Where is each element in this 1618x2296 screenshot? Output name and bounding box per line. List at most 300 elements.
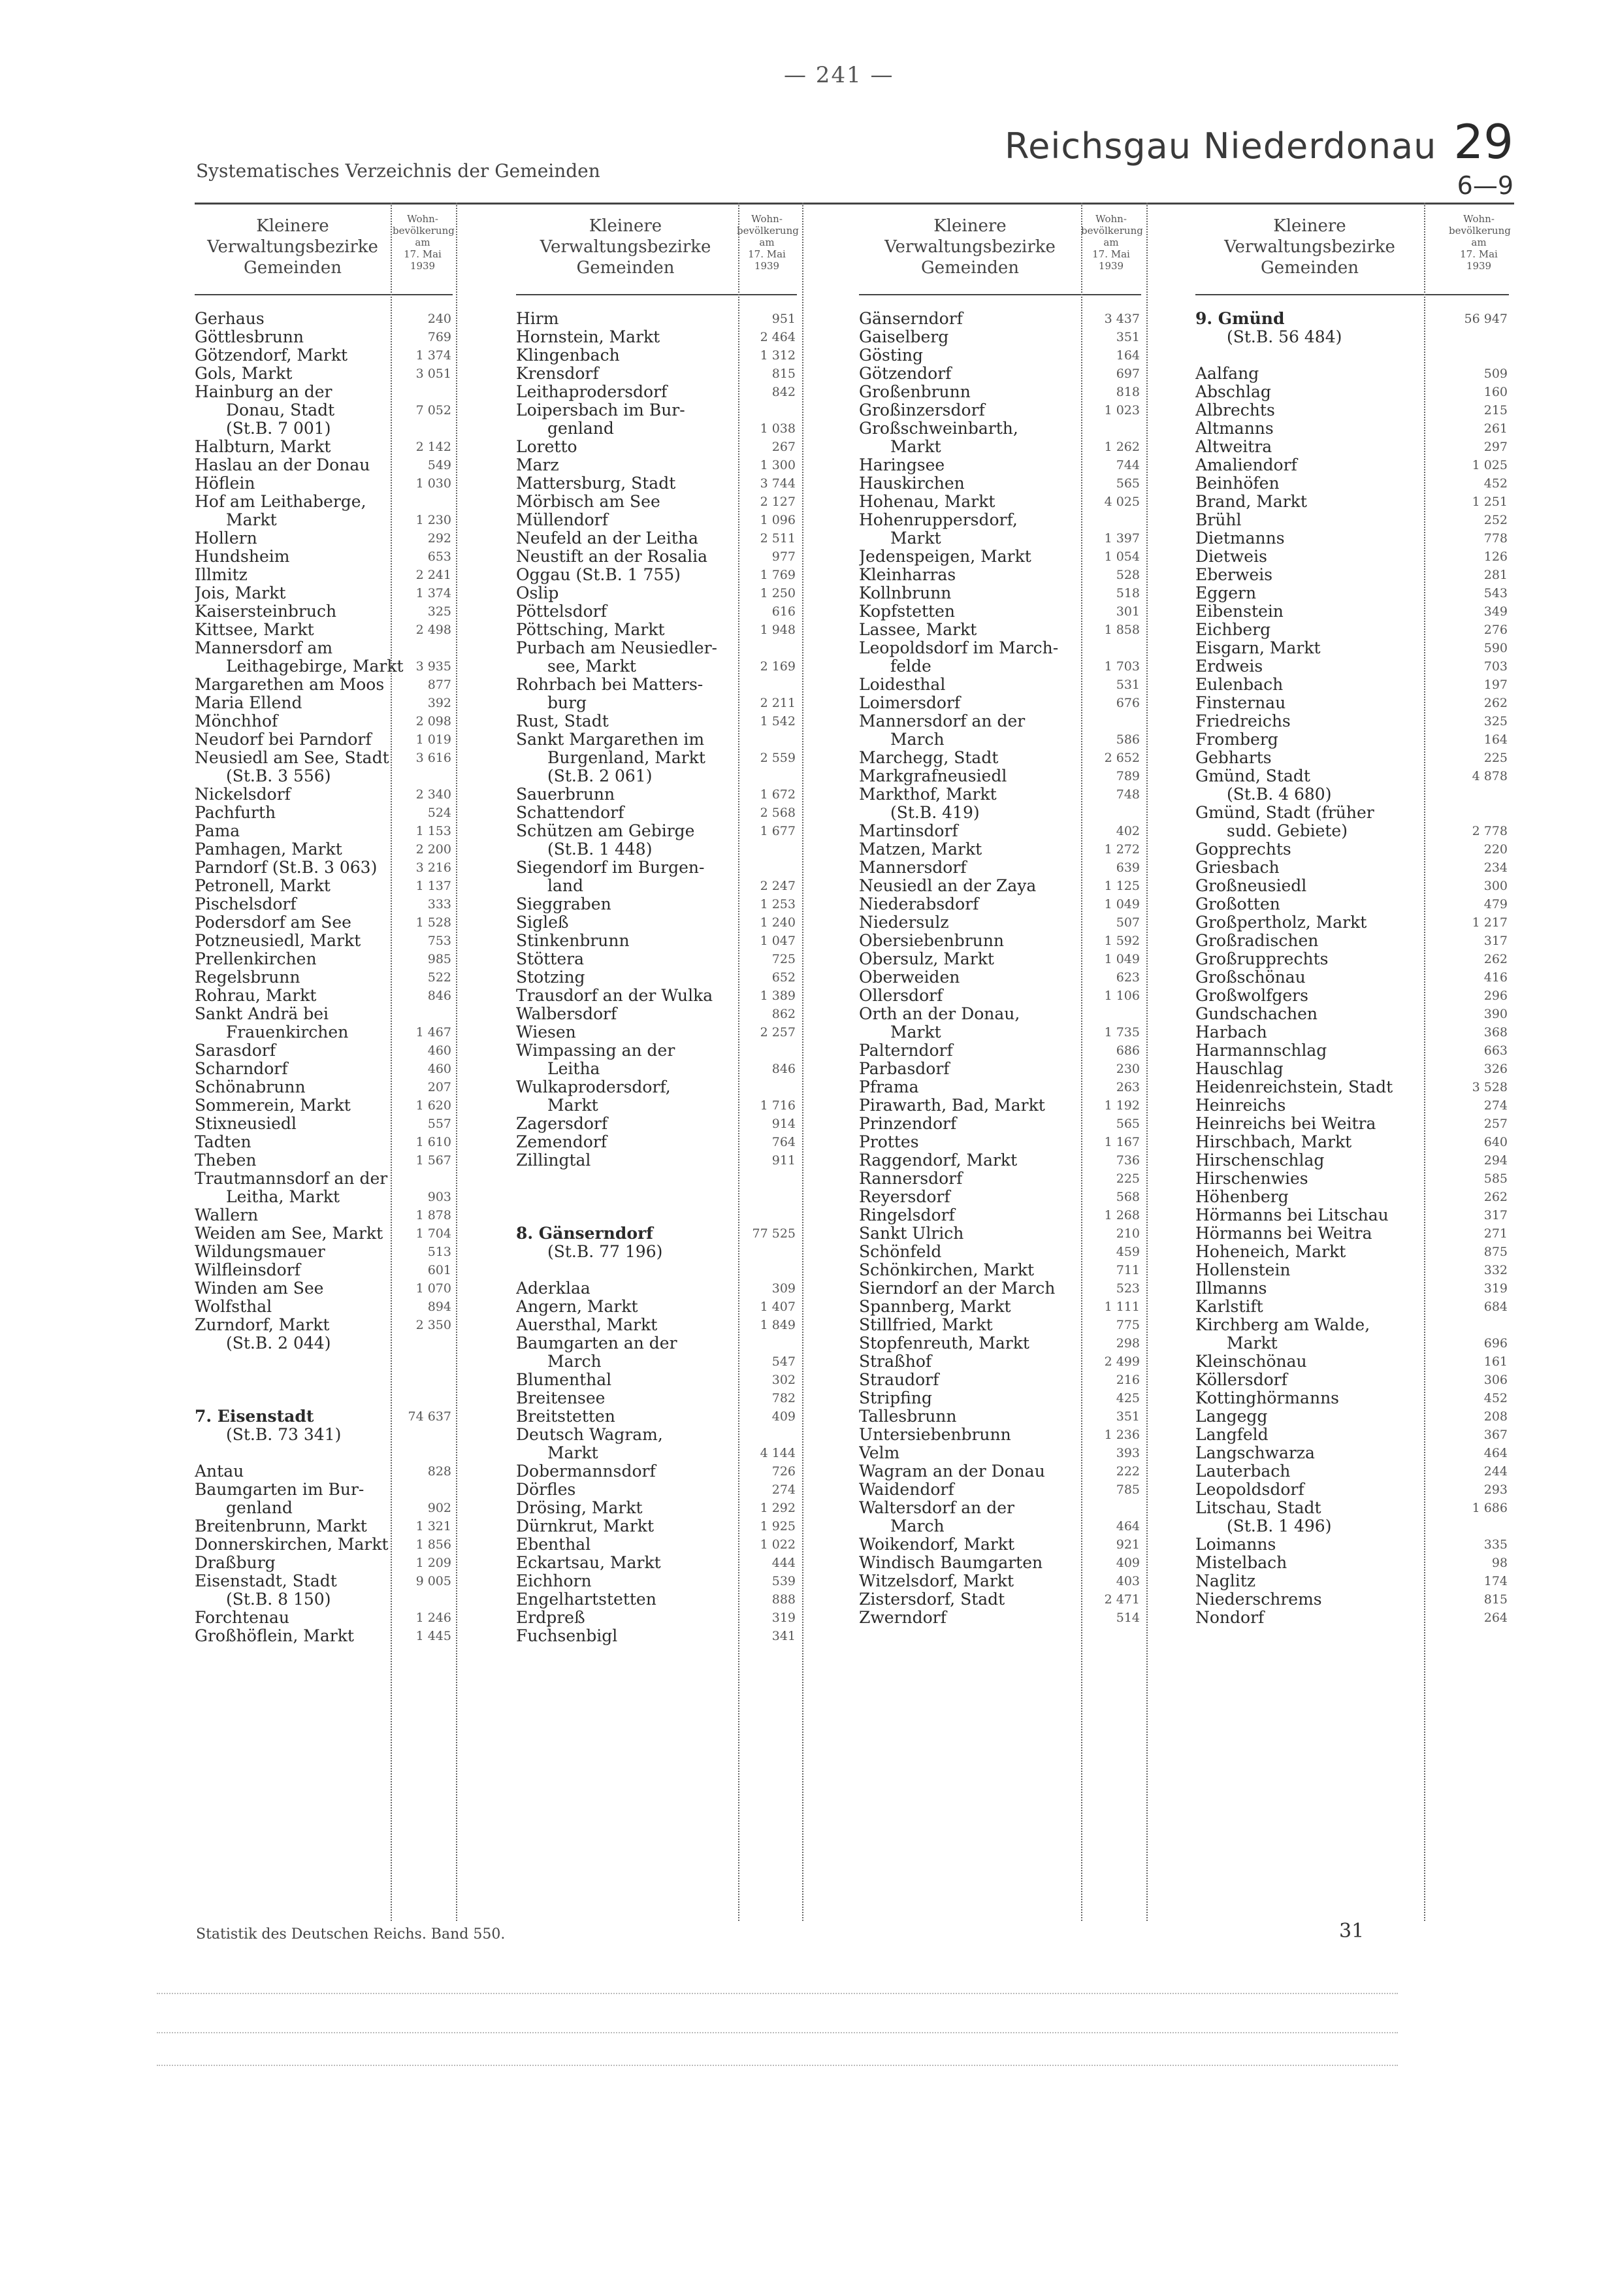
municipality-name: Dietweis <box>1195 548 1267 566</box>
table-row <box>859 1590 1141 1609</box>
table-column-1 <box>195 203 453 1927</box>
table-row <box>859 1206 1141 1224</box>
table-row <box>195 1462 453 1481</box>
population-value: 914 <box>771 1117 796 1131</box>
municipality-name: Mörbisch am See <box>516 493 660 511</box>
municipality-name: Naglitz <box>1195 1572 1255 1590</box>
table-row <box>516 1298 797 1316</box>
table-row <box>195 566 453 584</box>
table-row <box>516 749 797 767</box>
municipality-name: Spannberg, Markt <box>859 1298 1011 1316</box>
table-row <box>1195 932 1509 950</box>
table-row <box>1195 401 1509 419</box>
municipality-name: Gols, Markt <box>195 365 293 383</box>
table-row <box>1195 1389 1509 1407</box>
population-value: 460 <box>427 1043 451 1058</box>
population-value: 513 <box>427 1245 451 1259</box>
table-row <box>516 602 797 621</box>
municipality-name: Großradischen <box>1195 932 1319 950</box>
table-row <box>1195 840 1509 859</box>
table-row <box>1195 749 1509 767</box>
population-value: 252 <box>1483 513 1508 527</box>
table-row <box>195 401 453 419</box>
municipality-name: Donnerskirchen, Markt <box>195 1535 389 1554</box>
table-row <box>1195 346 1509 365</box>
municipality-name: Heidenreichstein, Stadt <box>1195 1078 1393 1096</box>
population-value: 464 <box>1116 1519 1140 1533</box>
municipality-name: Mannersdorf an der <box>859 712 1026 730</box>
municipality-name: Hirschbach, Markt <box>1195 1133 1352 1151</box>
population-value: 639 <box>1116 861 1140 875</box>
municipality-name: Stillfried, Markt <box>859 1316 993 1334</box>
municipality-name: Draßburg <box>195 1554 276 1572</box>
municipality-name: Stotzing <box>516 968 585 987</box>
population-value: 452 <box>1483 476 1508 491</box>
municipality-name: Podersdorf am See <box>195 913 351 932</box>
column-header <box>516 203 797 295</box>
table-row <box>195 639 453 657</box>
scan-noise <box>157 2032 1398 2033</box>
table-row <box>195 1279 453 1298</box>
municipality-name: Ollersdorf <box>859 987 943 1005</box>
population-value: 2 471 <box>1104 1592 1140 1607</box>
population-value: 815 <box>1483 1592 1508 1607</box>
municipality-name: Kittsee, Markt <box>195 621 314 639</box>
table-row <box>859 346 1141 365</box>
population-value: 234 <box>1483 861 1508 875</box>
municipality-name: Auersthal, Markt <box>516 1316 658 1334</box>
municipality-name: Winden am See <box>195 1279 324 1298</box>
table-row <box>859 328 1141 346</box>
municipality-name: (St.B. 2 061) <box>547 767 653 785</box>
table-row <box>195 1133 453 1151</box>
municipality-name: Klingenbach <box>516 346 620 365</box>
population-value: 1 686 <box>1472 1501 1508 1515</box>
municipality-name: Langfeld <box>1195 1426 1269 1444</box>
municipality-name: Hundsheim <box>195 548 290 566</box>
table-row <box>195 1535 453 1554</box>
table-row <box>859 511 1141 529</box>
table-row <box>195 419 453 438</box>
municipality-name: Karlstift <box>1195 1298 1263 1316</box>
scan-noise <box>157 1993 1398 1994</box>
municipality-name: Stöttera <box>516 950 584 968</box>
table-row <box>516 767 797 785</box>
municipality-name: Baumgarten an der <box>516 1334 677 1353</box>
table-row <box>859 639 1141 657</box>
table-row <box>195 804 453 822</box>
population-value: 565 <box>1116 476 1140 491</box>
table-row <box>195 1590 453 1609</box>
population-value: 1 096 <box>760 513 796 527</box>
municipality-name: Gopprechts <box>1195 840 1291 859</box>
table-row <box>195 657 453 676</box>
table-row <box>195 1115 453 1133</box>
population-value: 888 <box>771 1592 796 1607</box>
table-row <box>859 932 1141 950</box>
table-row <box>859 401 1141 419</box>
municipality-name: Haringsee <box>859 456 945 474</box>
municipality-name: Pirawarth, Bad, Markt <box>859 1096 1045 1115</box>
municipality-name: Parbasdorf <box>859 1060 950 1078</box>
municipality-name: Gebharts <box>1195 749 1272 767</box>
population-value: 409 <box>1116 1556 1140 1570</box>
population-value: 2 559 <box>760 751 796 765</box>
population-value: 1 374 <box>415 348 451 363</box>
municipality-name: Sarasdorf <box>195 1041 276 1060</box>
table-row <box>516 804 797 822</box>
population-value: 1 019 <box>415 732 451 747</box>
population-value: 1 620 <box>415 1098 451 1113</box>
municipality-name: Gmünd, Stadt (früher <box>1195 804 1374 822</box>
table-row <box>195 438 453 456</box>
municipality-name: Zemendorf <box>516 1133 607 1151</box>
municipality-name: Beinhöfen <box>1195 474 1280 493</box>
municipality-name: Pframa <box>859 1078 919 1096</box>
municipality-name: Neusiedl an der Zaya <box>859 877 1037 895</box>
table-row <box>195 1481 453 1499</box>
municipality-name: Petronell, Markt <box>195 877 331 895</box>
table-row <box>516 1078 797 1096</box>
footer-source: Statistik des Deutschen Reichs. Band 550. <box>196 1926 506 1943</box>
table-row <box>859 1371 1141 1389</box>
municipality-name: Frauenkirchen <box>226 1023 349 1041</box>
municipality-name: Sankt Ulrich <box>859 1224 964 1243</box>
municipality-name: Harmannschlag <box>1195 1041 1327 1060</box>
municipality-name: Wolfsthal <box>195 1298 272 1316</box>
municipality-name: Marchegg, Stadt <box>859 749 999 767</box>
municipality-name: Götzendorf, Markt <box>195 346 348 365</box>
municipality-name: Theben <box>195 1151 257 1170</box>
population-value: 782 <box>771 1391 796 1405</box>
table-row <box>195 730 453 749</box>
population-value: 4 144 <box>760 1446 796 1460</box>
municipality-name: Haslau an der Donau <box>195 456 370 474</box>
table-row <box>195 1298 453 1316</box>
population-value: 985 <box>427 952 451 966</box>
running-header-right <box>1005 114 1513 169</box>
table-row <box>195 1389 453 1407</box>
municipality-name: (St.B. 2 044) <box>226 1334 331 1353</box>
municipality-name: Höhenberg <box>1195 1188 1289 1206</box>
table-row <box>516 328 797 346</box>
population-value: 842 <box>771 385 796 399</box>
population-value: 1 445 <box>415 1629 451 1643</box>
table-row <box>516 456 797 474</box>
table-row <box>859 438 1141 456</box>
municipality-name: Schattendorf <box>516 804 624 822</box>
table-row <box>516 1023 797 1041</box>
population-value: 1 240 <box>760 915 796 930</box>
table-row <box>195 950 453 968</box>
municipality-name: Prottes <box>859 1133 919 1151</box>
municipality-name: Mönchhof <box>195 712 278 730</box>
table-row <box>516 1115 797 1133</box>
table-row <box>516 1590 797 1609</box>
population-value: 568 <box>1116 1190 1140 1204</box>
population-value: 1 030 <box>415 476 451 491</box>
population-value: 302 <box>771 1373 796 1387</box>
table-row <box>1195 694 1509 712</box>
municipality-name: Schönabrunn <box>195 1078 306 1096</box>
municipality-name: Niedersulz <box>859 913 949 932</box>
table-row <box>516 1188 797 1206</box>
municipality-name: (St.B. 1 496) <box>1227 1517 1332 1535</box>
population-value: 736 <box>1116 1153 1140 1168</box>
municipality-name: Walbersdorf <box>516 1005 617 1023</box>
table-row <box>1195 1133 1509 1151</box>
table-row <box>195 1206 453 1224</box>
table-row <box>195 840 453 859</box>
municipality-name: felde <box>890 657 931 676</box>
table-row <box>1195 1005 1509 1023</box>
municipality-name: Breitensee <box>516 1389 606 1407</box>
municipality-name: Litschau, Stadt <box>1195 1499 1321 1517</box>
table-row <box>516 1517 797 1535</box>
municipality-name: Dietmanns <box>1195 529 1285 548</box>
municipality-name: Nondorf <box>1195 1609 1265 1627</box>
table-row <box>195 1261 453 1279</box>
table-row <box>516 401 797 419</box>
table-row <box>1195 1115 1509 1133</box>
municipality-name: Trautmannsdorf an der <box>195 1170 388 1188</box>
municipality-name: Jois, Markt <box>195 584 286 602</box>
population-value: 1 209 <box>415 1556 451 1570</box>
region-number: 29 <box>1453 114 1513 169</box>
table-row <box>859 913 1141 932</box>
municipality-name: Sankt Andrä bei <box>195 1005 329 1023</box>
table-row <box>516 1334 797 1353</box>
population-value: 3 744 <box>760 476 796 491</box>
table-row <box>1195 639 1509 657</box>
table-row <box>1195 676 1509 694</box>
municipality-name: Breitstetten <box>516 1407 615 1426</box>
municipality-name: Witzelsdorf, Markt <box>859 1572 1014 1590</box>
municipality-name: Neusiedl am See, Stadt <box>195 749 389 767</box>
table-row <box>859 694 1141 712</box>
population-value: 557 <box>427 1117 451 1131</box>
municipality-name: Gösting <box>859 346 923 365</box>
population-value: 197 <box>1483 678 1508 692</box>
municipality-name: Heinreichs bei Weitra <box>1195 1115 1376 1133</box>
municipality-name: Tallesbrunn <box>859 1407 957 1426</box>
table-row <box>859 383 1141 401</box>
municipality-name: Krensdorf <box>516 365 599 383</box>
table-row <box>859 584 1141 602</box>
table-row <box>516 1572 797 1590</box>
table-row <box>516 1096 797 1115</box>
column-divider <box>1081 203 1082 1921</box>
municipality-name: Markt <box>547 1096 598 1115</box>
municipality-name: Loimersdorf <box>859 694 961 712</box>
municipality-name: Parndorf (St.B. 3 063) <box>195 859 378 877</box>
municipality-name: Markthof, Markt <box>859 785 997 804</box>
table-row <box>516 493 797 511</box>
population-value: 7 052 <box>415 403 451 418</box>
municipality-name: Großotten <box>1195 895 1280 913</box>
population-value: 230 <box>1116 1062 1140 1076</box>
population-value: 903 <box>427 1190 451 1204</box>
table-row <box>516 932 797 950</box>
municipality-name: Großenbrunn <box>859 383 971 401</box>
population-value: 1 735 <box>1104 1025 1140 1040</box>
population-value: 1 125 <box>1104 879 1140 893</box>
column-header-population: Wohn- bevölkerung am 17. Mai 1939 <box>393 213 455 272</box>
table-row <box>516 511 797 529</box>
population-value: 56 947 <box>1464 312 1508 326</box>
population-value: 1 217 <box>1472 915 1508 930</box>
table-row <box>195 1627 453 1645</box>
population-value: 2 098 <box>415 714 451 729</box>
municipality-name: Marz <box>516 456 559 474</box>
table-row <box>1195 1535 1509 1554</box>
population-value: 292 <box>427 531 451 546</box>
population-value: 296 <box>1483 989 1508 1003</box>
municipality-name: Großhöflein, Markt <box>195 1627 354 1645</box>
municipality-name: Fuchsenbigl <box>516 1627 618 1645</box>
municipality-name: (St.B. 419) <box>890 804 980 822</box>
population-value: 4 878 <box>1472 769 1508 783</box>
table-row <box>1195 1353 1509 1371</box>
municipality-name: Mistelbach <box>1195 1554 1287 1572</box>
table-row <box>859 1353 1141 1371</box>
table-row <box>859 621 1141 639</box>
table-row <box>195 968 453 987</box>
municipality-name: Siegendorf im Burgen- <box>516 859 705 877</box>
population-value: 528 <box>1116 568 1140 582</box>
population-value: 524 <box>427 806 451 820</box>
population-value: 341 <box>771 1629 796 1643</box>
table-row <box>516 1224 797 1243</box>
column-divider <box>802 203 803 1921</box>
population-value: 1 253 <box>760 897 796 911</box>
population-value: 2 652 <box>1104 751 1140 765</box>
population-value: 2 464 <box>760 330 796 344</box>
municipality-name: Kopfstetten <box>859 602 955 621</box>
table-row <box>195 694 453 712</box>
municipality-name: Dobermannsdorf <box>516 1462 656 1481</box>
population-value: 351 <box>1116 1409 1140 1424</box>
table-row <box>195 474 453 493</box>
municipality-name: Engelhartstetten <box>516 1590 656 1609</box>
population-value: 1 049 <box>1104 897 1140 911</box>
population-value: 1 250 <box>760 586 796 600</box>
population-value: 294 <box>1483 1153 1508 1168</box>
table-row <box>516 474 797 493</box>
municipality-name: Leitha, Markt <box>226 1188 340 1206</box>
municipality-name: 7. Eisenstadt <box>195 1407 314 1426</box>
population-value: 210 <box>1116 1226 1140 1241</box>
table-row <box>195 1151 453 1170</box>
table-row <box>859 1279 1141 1298</box>
population-value: 276 <box>1483 623 1508 637</box>
table-row <box>195 1426 453 1444</box>
table-row <box>859 987 1141 1005</box>
table-row <box>1195 456 1509 474</box>
table-row <box>516 1170 797 1188</box>
population-value: 862 <box>771 1007 796 1021</box>
population-value: 518 <box>1116 586 1140 600</box>
table-row <box>1195 1371 1509 1389</box>
municipality-name: Schützen am Gebirge <box>516 822 695 840</box>
table-row <box>1195 877 1509 895</box>
population-value: 1 542 <box>760 714 796 729</box>
municipality-name: March <box>547 1353 602 1371</box>
population-value: 590 <box>1483 641 1508 655</box>
table-row <box>516 913 797 932</box>
population-value: 1 023 <box>1104 403 1140 418</box>
population-value: 623 <box>1116 970 1140 985</box>
municipality-name: Hof am Leithaberge, <box>195 493 366 511</box>
population-value: 640 <box>1483 1135 1508 1149</box>
municipality-name: Markt <box>890 438 941 456</box>
population-value: 846 <box>771 1062 796 1076</box>
table-row <box>859 1041 1141 1060</box>
population-value: 1 407 <box>760 1300 796 1314</box>
table-row <box>859 1554 1141 1572</box>
table-row <box>1195 1554 1509 1572</box>
table-row <box>859 1115 1141 1133</box>
municipality-name: Baumgarten im Bur- <box>195 1481 364 1499</box>
table-row <box>195 913 453 932</box>
population-value: 2 511 <box>760 531 796 546</box>
population-value: 459 <box>1116 1245 1140 1259</box>
population-value: 1 948 <box>760 623 796 637</box>
table-row <box>195 1554 453 1572</box>
table-row <box>516 1609 797 1627</box>
table-row <box>195 511 453 529</box>
population-value: 1 137 <box>415 879 451 893</box>
population-value: 744 <box>1116 458 1140 472</box>
municipality-name: Kaisersteinbruch <box>195 602 337 621</box>
municipality-name: Eberweis <box>1195 566 1273 584</box>
population-value: 262 <box>1483 1190 1508 1204</box>
table-row <box>859 730 1141 749</box>
municipality-name: Eggern <box>1195 584 1257 602</box>
municipality-name: Hirm <box>516 310 559 328</box>
table-row <box>516 1426 797 1444</box>
table-row <box>859 566 1141 584</box>
municipality-name: Eisgarn, Markt <box>1195 639 1321 657</box>
population-value: 349 <box>1483 604 1508 619</box>
municipality-name: (St.B. 4 680) <box>1227 785 1332 804</box>
table-row <box>859 1188 1141 1206</box>
municipality-name: Großschönau <box>1195 968 1306 987</box>
municipality-name: Windisch Baumgarten <box>859 1554 1043 1572</box>
municipality-name: Oslip <box>516 584 559 602</box>
municipality-name: Albrechts <box>1195 401 1275 419</box>
municipality-name: Donau, Stadt <box>226 401 335 419</box>
table-row <box>516 438 797 456</box>
table-row <box>516 987 797 1005</box>
table-row <box>195 584 453 602</box>
table-row <box>516 365 797 383</box>
table-row <box>516 968 797 987</box>
district-range: 6—9 <box>1457 171 1513 200</box>
table-row <box>195 767 453 785</box>
municipality-name: see, Markt <box>547 657 636 676</box>
municipality-name: Gerhaus <box>195 310 265 328</box>
municipality-name: burg <box>547 694 587 712</box>
table-row <box>195 1243 453 1261</box>
table-row <box>195 987 453 1005</box>
table-row <box>1195 1444 1509 1462</box>
municipality-name: Drösing, Markt <box>516 1499 643 1517</box>
table-row <box>859 1389 1141 1407</box>
population-value: 1 038 <box>760 421 796 436</box>
municipality-name: Mannersdorf <box>859 859 967 877</box>
population-value: 1 858 <box>1104 623 1140 637</box>
